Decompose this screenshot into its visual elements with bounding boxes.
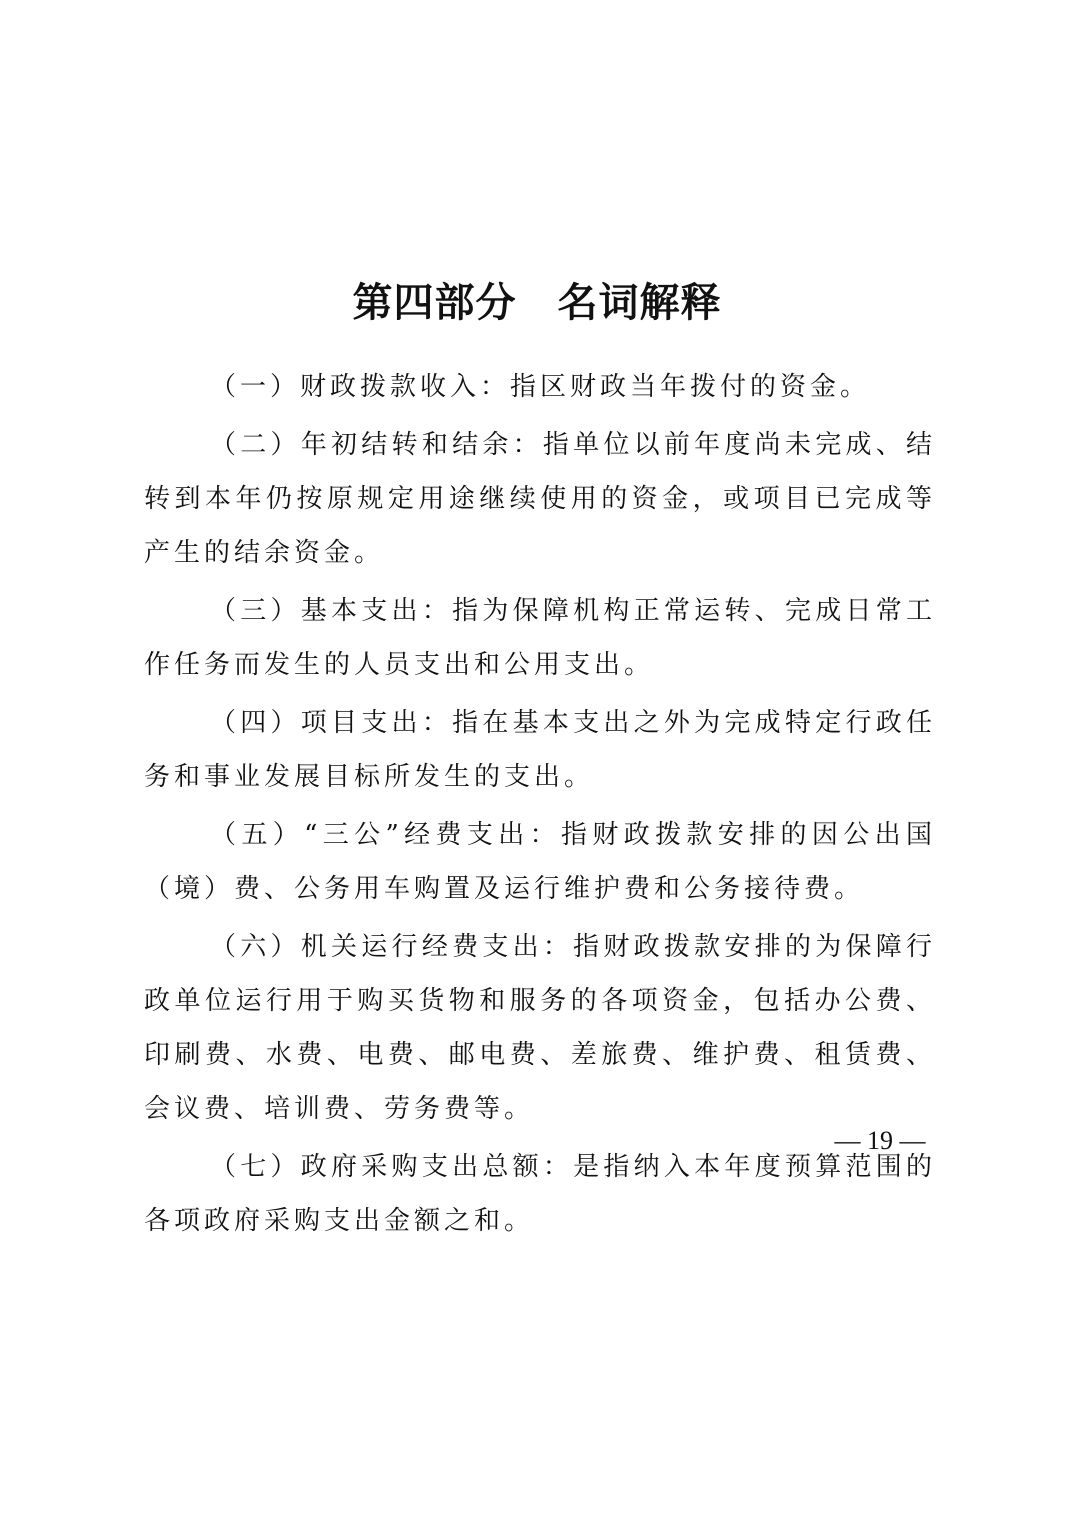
definition-paragraph-3: （三）基本支出：指为保障机构正常运转、完成日常工作任务而发生的人员支出和公用支出。 bbox=[144, 596, 936, 680]
definition-paragraph-2: （二）年初结转和结余：指单位以前年度尚未完成、结转到本年仍按原规定用途继续使用的资金，或项目已完成等产生的结余资金。 bbox=[144, 430, 936, 568]
definition-paragraph-5: （五）“三公”经费支出：指财政拨款安排的因公出国（境）费、公务用车购置及运行维护费和公务接待费。 bbox=[144, 820, 936, 904]
definition-paragraph-7: （七）政府采购支出总额：是指纳入本年度预算范围的各项政府采购支出金额之和。 bbox=[144, 1152, 936, 1236]
definition-paragraph-6: （六）机关运行经费支出：指财政拨款安排的为保障行政单位运行用于购买货物和服务的各项资金，包括办公费、印刷费、水费、电费、邮电费、差旅费、维护费、租赁费、会议费、培训费、劳务费等。 bbox=[144, 932, 936, 1124]
page-number: — 19 — bbox=[834, 1126, 926, 1155]
definitions-body bbox=[144, 360, 936, 1252]
definition-paragraph-1: （一）财政拨款收入：指区财政当年拨付的资金。 bbox=[210, 372, 871, 402]
definition-paragraph-4: （四）项目支出：指在基本支出之外为完成特定行政任务和事业发展目标所发生的支出。 bbox=[144, 708, 936, 792]
page-title: 第四部分 名词解释 bbox=[352, 279, 722, 326]
